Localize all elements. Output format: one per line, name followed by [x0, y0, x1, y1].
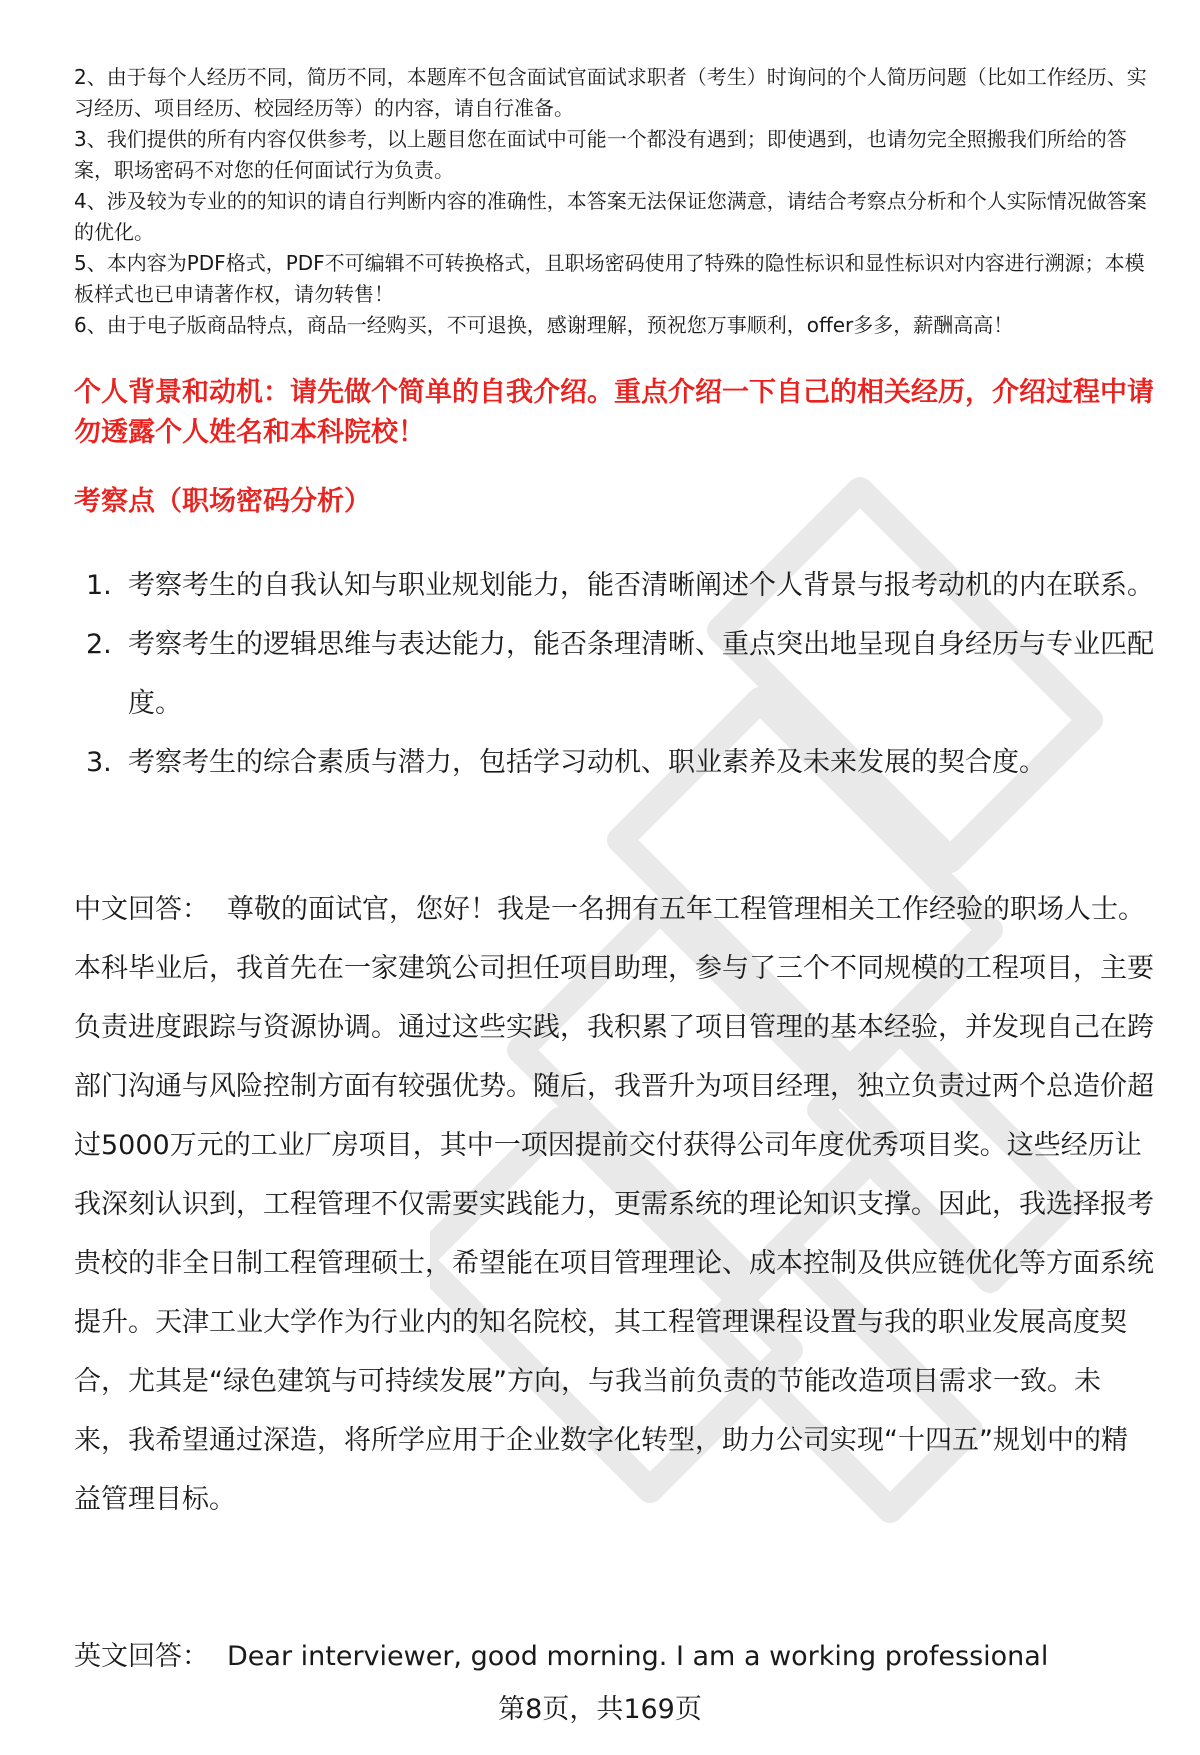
list-text: 考察考生的综合素质与潜力，包括学习动机、职业素养及未来发展的契合度。 — [128, 747, 1046, 778]
analysis-title: 考察点（职场密码分析） — [74, 486, 371, 517]
analysis-points — [74, 556, 1154, 792]
notice-item: 5、本内容为PDF格式，PDF不可编辑不可转换格式，且职场密码使用了特殊的隐性标识和显性标识对内容进行溯源；本模板样式也已申请著作权，请勿转售！ — [74, 251, 1145, 306]
notice-item: 4、涉及较为专业的的知识的请自行判断内容的准确性，本答案无法保证您满意，请结合考察点分析和个人实际情况做答案的优化。 — [74, 189, 1147, 244]
notice-item: 6、由于电子版商品特点，商品一经购买，不可退换，感谢理解，预祝您万事顺利，offer多多，薪酬高高！ — [74, 313, 1014, 337]
answer-chinese-label: 中文回答： — [74, 894, 209, 925]
notice-item: 3、我们提供的所有内容仅供参考，以上题目您在面试中可能一个都没有遇到；即使遇到，也请勿完全照搬我们所给的答案，职场密码不对您的任何面试行为负责。 — [74, 127, 1127, 182]
list-number: 3. — [86, 747, 112, 778]
answer-english-text: Dear interviewer, good morning. I am a working professional — [227, 1641, 1049, 1672]
list-item — [74, 556, 1154, 615]
list-number: 1. — [86, 570, 112, 601]
question-title: 个人背景和动机：请先做个简单的自我介绍。重点介绍一下自己的相关经历，介绍过程中请勿透露个人姓名和本科院校！ — [74, 377, 1154, 448]
list-text: 考察考生的逻辑思维与表达能力，能否条理清晰、重点突出地呈现自身经历与专业匹配度。 — [128, 629, 1154, 719]
answer-english — [74, 1627, 1154, 1686]
answer-chinese — [74, 880, 1154, 1529]
answer-chinese-text: 尊敬的面试官，您好！我是一名拥有五年工程管理相关工作经验的职场人士。本科毕业后，我首先在一家建筑公司担任项目助理，参与了三个不同规模的工程项目，主要负责进度跟踪与资源协调。通过这些实践，我积累了项目管理的基本经验，并发现自己在跨部门沟通与风险控制方面有较强优势。随后，我晋升为项目经理，独立负责过两个总造价超过5000万元的工业厂房项目，其中一项因提前交付获得公司年度优秀项目奖。这些经历让我深刻认识到，工程管理不仅需要实践能力，更需系统的理论知识支撑。因此，我选择报考贵校的非全日制工程管理硕士，希望能在项目管理理论、成本控制及供应链优化等方面系统提升。天津工业大学作为行业内的知名院校，其工程管理课程设置与我的职业发展高度契合，尤其是“绿色建筑与可持续发展”方向，与我当前负责的节能改造项目需求一致。未来，我希望通过深造，将所学应用于企业数字化转型，助力公司实现“十四五”规划中的精益管理目标。 — [74, 894, 1154, 1515]
page-number: 第8页，共169页 — [498, 1694, 702, 1725]
list-text: 考察考生的自我认知与职业规划能力，能否清晰阐述个人背景与报考动机的内在联系。 — [128, 570, 1154, 601]
notice-list — [74, 62, 1154, 341]
list-item — [74, 733, 1154, 792]
notice-item: 2、由于每个人经历不同，简历不同，本题库不包含面试官面试求职者（考生）时询问的个人简历问题（比如工作经历、实习经历、项目经历、校园经历等）的内容，请自行准备。 — [74, 65, 1147, 120]
list-item — [74, 615, 1154, 733]
list-number: 2. — [86, 629, 112, 660]
answer-english-label: 英文回答： — [74, 1641, 209, 1672]
